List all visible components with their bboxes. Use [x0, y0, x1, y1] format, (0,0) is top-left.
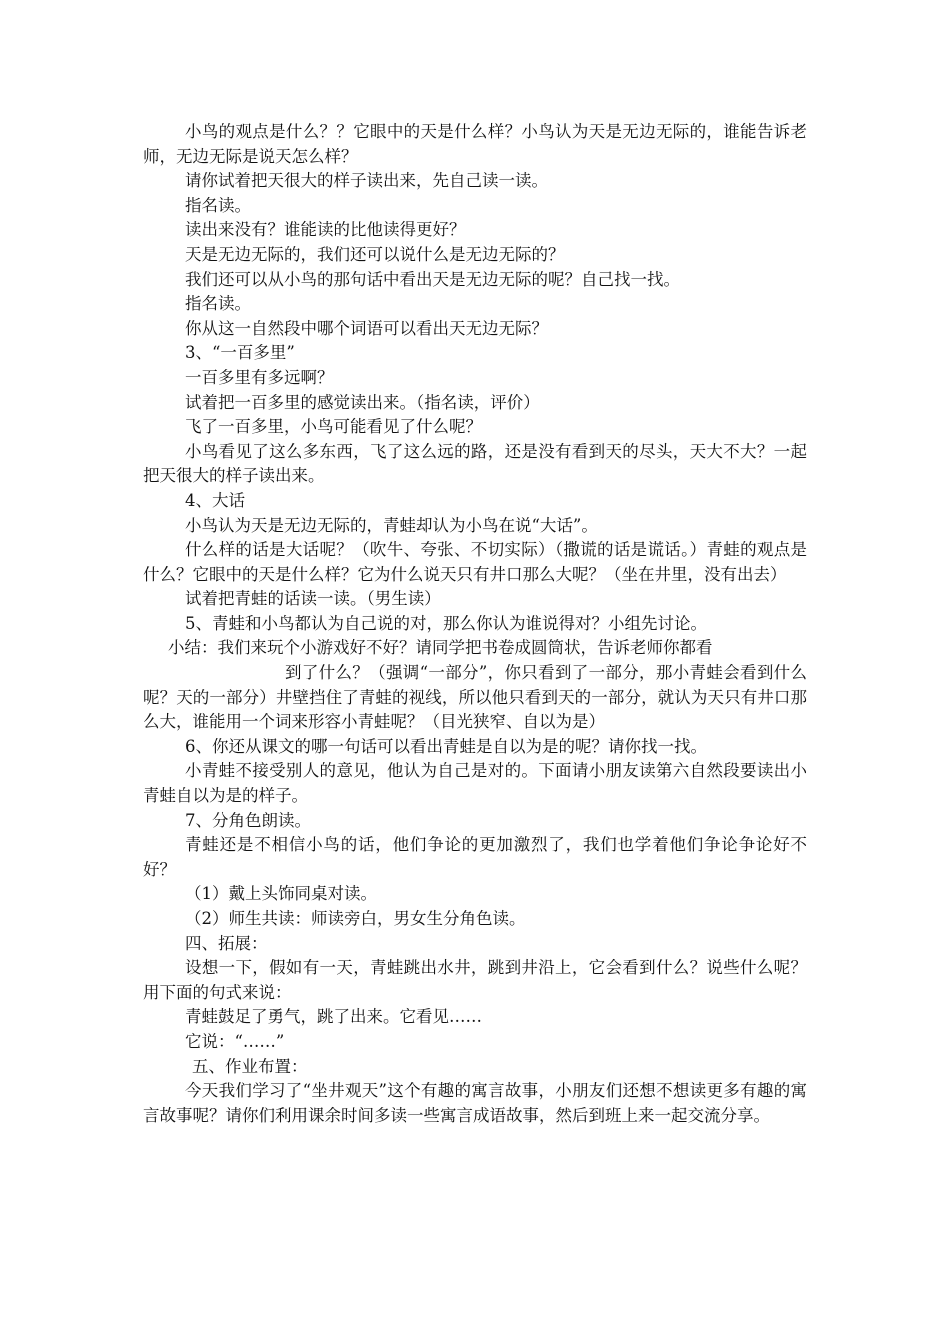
paragraph: 什么样的话是大话呢？（吹牛、夸张、不切实际）（撒谎的话是谎话。）青蛙的观点是什么？它眼中的天是什么样？它为什么说天只有井口那么大呢？（坐在井里，没有出去） — [143, 540, 807, 584]
paragraph: 小青蛙不接受别人的意见，他认为自己是对的。下面请小朋友读第六自然段要读出小青蛙自以为是的样子。 — [143, 761, 807, 806]
section-heading: 4、大话 — [185, 490, 245, 510]
paragraph: 今天我们学习了“坐井观天”这个有趣的寓言故事，小朋友们还想不想读更多有趣的寓言故事呢？请你们利用课余时间多读一些寓言成语故事，然后到班上来一起交流分享。 — [143, 1081, 807, 1125]
paragraph: 小鸟看见了这么多东西，飞了这么远的路，还是没有看到天的尽头，天大不大？一起把天很大的样子读出来。 — [143, 441, 807, 486]
paragraph: 读出来没有？谁能读的比他读得更好？ — [185, 220, 466, 240]
section-heading: 5、青蛙和小鸟都认为自己说的对，那么你认为谁说得对？小组先讨论。 — [185, 613, 707, 633]
paragraph: 设想一下，假如有一天，青蛙跳出水井，跳到井沿上，它会看到什么？说些什么呢？用下面的句式来说： — [143, 958, 807, 1002]
list-item: （1）戴上头饰同桌对读。 — [185, 884, 377, 904]
section-heading: 6、你还从课文的哪一句话可以看出青蛙是自以为是的呢？请你找一找。 — [185, 736, 707, 756]
section-heading: 五、作业布置： — [192, 1056, 308, 1076]
paragraph: 试着把青蛙的话读一读。（男生读） — [185, 589, 441, 609]
paragraph: 飞了一百多里，小鸟可能看见了什么呢？ — [185, 417, 482, 437]
list-item: （2）师生共读：师读旁白，男女生分角色读。 — [185, 909, 526, 928]
paragraph: 小鸟认为天是无边无际的，青蛙却认为小鸟在说“大话”。 — [185, 515, 598, 535]
paragraph: 青蛙还是不相信小鸟的话，他们争论的更加激烈了，我们也学着他们争论争论好不好？ — [143, 835, 807, 879]
paragraph: 请你试着把天很大的样子读出来，先自己读一读。 — [185, 171, 548, 191]
paragraph: 小鸟的观点是什么？？它眼中的天是什么样？小鸟认为天是无边无际的，谁能告诉老师，无边无际是说天怎么样？ — [143, 122, 807, 166]
paragraph: 天是无边无际的，我们还可以说什么是无边无际的？ — [185, 244, 565, 264]
paragraph: 一百多里有多远啊？ — [185, 367, 334, 387]
summary-paragraph: 小结：我们来玩个小游戏好不好？请同学把书卷成圆筒状，告诉老师你都看 — [168, 638, 713, 658]
paragraph: 指名读。 — [185, 195, 251, 215]
paragraph: 指名读。 — [185, 294, 251, 314]
paragraph: 试着把一百多里的感觉读出来。（指名读，评价） — [185, 392, 540, 412]
summary-continuation: 到了什么？（强调“一部分”，你只看到了一部分，那小青蛙会看到什么呢？天的一部分）井壁挡住了青蛙的视线，所以他只看到天的一部分，就认为天只有井口那么大，谁能用一个词来形容小青蛙呢？（目光狭窄、自以为是） — [143, 663, 807, 732]
section-heading: 四、拓展： — [185, 933, 268, 953]
section-heading: 3、“一百多里” — [185, 343, 295, 363]
paragraph: 青蛙鼓足了勇气，跳了出来。它看见…… — [185, 1007, 482, 1027]
paragraph: 我们还可以从小鸟的那句话中看出天是无边无际的呢？自己找一找。 — [185, 269, 680, 289]
paragraph: 它说：“……” — [185, 1031, 285, 1051]
section-heading: 7、分角色朗读。 — [185, 810, 311, 830]
paragraph: 你从这一自然段中哪个词语可以看出天无边无际？ — [185, 318, 548, 338]
